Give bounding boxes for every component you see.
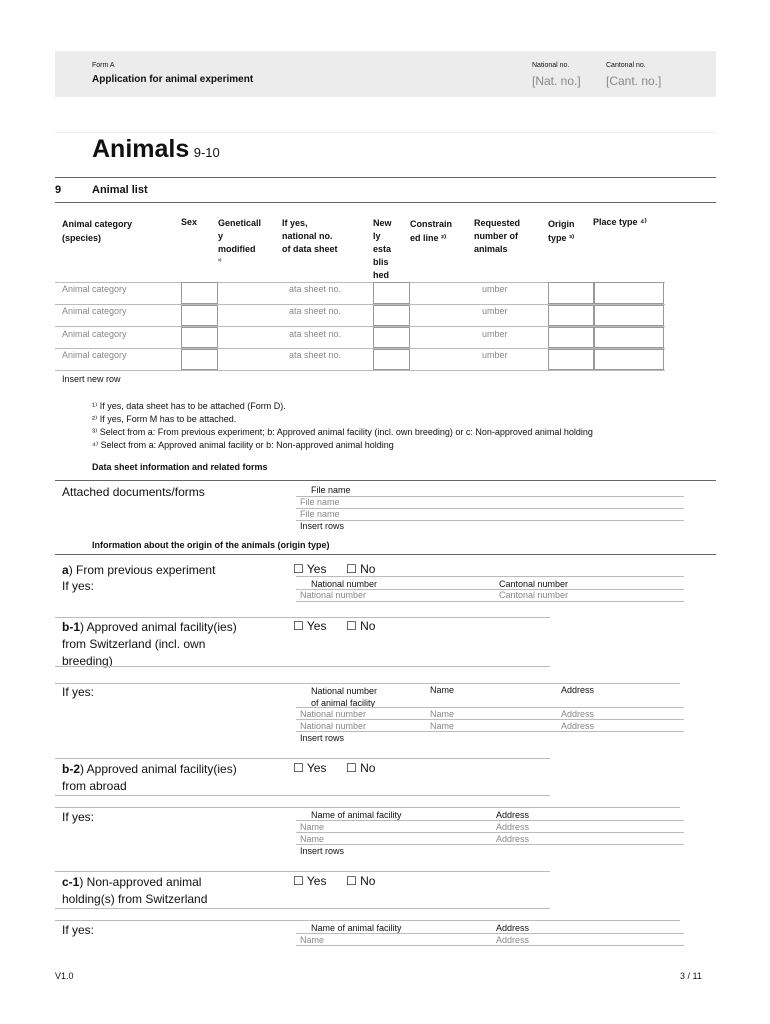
row2-category[interactable]: Animal category xyxy=(62,306,127,316)
origin-c1-yes-checkbox[interactable]: ☐ Yes xyxy=(293,874,327,888)
table-rule xyxy=(55,304,665,305)
row2-place-select[interactable] xyxy=(594,305,664,326)
origin-c1-label: c-1) Non-approved animal holding(s) from Switzerland xyxy=(62,875,208,906)
col-header-sex: Sex xyxy=(181,217,198,227)
origin-b2-insert-rows[interactable]: Insert rows xyxy=(300,846,345,856)
origin-a-cantonal-field[interactable]: Cantonal number xyxy=(499,590,569,600)
section-top-rule xyxy=(55,177,716,178)
origin-b1-row1-name[interactable]: Name xyxy=(430,709,455,719)
footnote-3: ³⁾ Select from a: From previous experiment; b: Approved animal facility (incl. own breeding) or c: Non-approved animal holding xyxy=(92,427,593,437)
field-rule xyxy=(55,807,680,808)
origin-a-national-field[interactable]: National number xyxy=(300,590,367,600)
field-rule xyxy=(296,496,684,497)
field-rule xyxy=(55,871,550,872)
field-rule xyxy=(55,920,680,921)
origin-b1-insert-rows[interactable]: Insert rows xyxy=(300,733,345,743)
origin-c1-row1-address[interactable]: Address xyxy=(496,935,530,945)
insert-rows-link[interactable]: Insert rows xyxy=(300,521,345,531)
field-rule xyxy=(296,820,684,821)
divider xyxy=(55,132,716,133)
row2-origin-select[interactable] xyxy=(548,305,594,326)
field-rule xyxy=(296,601,684,602)
field-rule xyxy=(296,832,684,833)
field-rule xyxy=(296,707,684,708)
origin-a-col-national: National number xyxy=(311,579,378,589)
origin-b2-row1-address[interactable]: Address xyxy=(496,822,530,832)
table-rule xyxy=(55,348,665,349)
section-rule xyxy=(55,480,716,481)
origin-b2-yes-checkbox[interactable]: ☐ Yes xyxy=(293,761,327,775)
section-number: 9 xyxy=(55,184,62,196)
origin-heading: Information about the origin of the animals (origin type) xyxy=(92,540,330,550)
row1-place-select[interactable] xyxy=(594,282,664,304)
origin-b2-label: b-2) Approved animal facility(ies) from abroad xyxy=(62,762,237,793)
row2-number[interactable]: umber xyxy=(482,306,508,316)
field-rule xyxy=(55,908,550,909)
origin-b2-no-checkbox[interactable]: ☐ No xyxy=(346,761,376,775)
origin-b2-row2-name[interactable]: Name xyxy=(300,834,325,844)
field-rule xyxy=(296,731,684,732)
origin-b1-row2-name[interactable]: Name xyxy=(430,721,455,731)
origin-c1-col-name: Name of animal facility xyxy=(311,923,402,933)
national-no-field[interactable]: [Nat. no.] xyxy=(532,74,581,88)
origin-a-yes-checkbox[interactable]: ☐ Yes xyxy=(293,562,327,576)
row2-newly-select[interactable] xyxy=(373,305,410,326)
origin-b1-col-address: Address xyxy=(561,685,595,695)
page-title-sub: 9-10 xyxy=(193,145,220,160)
origin-b1-if-yes: If yes: xyxy=(62,685,95,699)
origin-b1-col-name: Name xyxy=(430,685,455,695)
row4-datasheet[interactable]: ata sheet no. xyxy=(289,350,342,360)
row4-place-select[interactable] xyxy=(594,349,664,370)
origin-a-label: a) From previous experiment xyxy=(62,563,216,577)
row3-category[interactable]: Animal category xyxy=(62,329,127,339)
page-title-main: Animals xyxy=(92,135,190,163)
field-rule xyxy=(296,576,684,577)
footer-version: V1.0 xyxy=(55,971,74,981)
row1-newly-select[interactable] xyxy=(373,282,410,304)
cantonal-no-field[interactable]: [Cant. no.] xyxy=(606,74,662,88)
origin-a-col-cantonal: Cantonal number xyxy=(499,579,569,589)
field-rule xyxy=(296,945,684,946)
field-rule xyxy=(55,617,550,618)
row4-sex-select[interactable] xyxy=(181,349,218,370)
footnote-1: ¹⁾ If yes, data sheet has to be attached (Form D). xyxy=(92,401,286,411)
page-title xyxy=(92,135,220,164)
origin-b1-row2-address[interactable]: Address xyxy=(561,721,595,731)
row3-number[interactable]: umber xyxy=(482,329,508,339)
field-rule xyxy=(55,758,550,759)
row3-origin-select[interactable] xyxy=(548,327,594,348)
col-header-datasheet: If yes, national no. of data sheet xyxy=(282,218,338,254)
row4-category[interactable]: Animal category xyxy=(62,350,127,360)
form-label: Form A xyxy=(92,62,115,69)
origin-b2-if-yes: If yes: xyxy=(62,810,95,824)
origin-b1-label: b-1) Approved animal facility(ies) from Switzerland (incl. own breeding) xyxy=(62,620,237,668)
field-rule xyxy=(296,844,684,845)
field-rule xyxy=(55,666,550,667)
col-header-category: Animal category (species) xyxy=(62,219,133,243)
filename-col-header: File name xyxy=(311,485,351,495)
col-header-requested: Requested number of animals xyxy=(474,218,521,254)
row2-datasheet[interactable]: ata sheet no. xyxy=(289,306,342,316)
row3-datasheet[interactable]: ata sheet no. xyxy=(289,329,342,339)
origin-b1-row1-address[interactable]: Address xyxy=(561,709,595,719)
row1-origin-select[interactable] xyxy=(548,282,594,304)
origin-b2-col-address: Address xyxy=(496,810,530,820)
origin-b1-yes-checkbox[interactable]: ☐ Yes xyxy=(293,619,327,633)
row2-sex-select[interactable] xyxy=(181,305,218,326)
filename-field-1[interactable]: File name xyxy=(300,497,340,507)
section-bottom-rule xyxy=(55,202,716,203)
col-header-place: Place type ⁴⁾ xyxy=(593,217,647,227)
field-rule xyxy=(296,719,684,720)
row1-sex-select[interactable] xyxy=(181,282,218,304)
origin-c1-col-address: Address xyxy=(496,923,530,933)
origin-c1-no-checkbox[interactable]: ☐ No xyxy=(346,874,376,888)
row4-number[interactable]: umber xyxy=(482,350,508,360)
origin-b2-row1-name[interactable]: Name xyxy=(300,822,325,832)
row4-newly-select[interactable] xyxy=(373,349,410,370)
attached-docs-label: Attached documents/forms xyxy=(62,485,205,499)
section-rule xyxy=(55,554,716,555)
row1-datasheet[interactable]: ata sheet no. xyxy=(289,284,342,294)
col-header-newly: New ly esta blis hed xyxy=(373,218,392,280)
row3-newly-select[interactable] xyxy=(373,327,410,348)
col-header-gm: Geneticall y modified ¹⁾ xyxy=(218,218,262,265)
field-rule xyxy=(55,795,550,796)
origin-b2-row2-address[interactable]: Address xyxy=(496,834,530,844)
row1-category[interactable]: Animal category xyxy=(62,284,127,294)
insert-new-row-link[interactable]: Insert new row xyxy=(62,374,121,384)
field-rule xyxy=(296,933,684,934)
footer-page-number: 3 / 11 xyxy=(680,971,702,981)
origin-c1-row1-name[interactable]: Name xyxy=(300,935,325,945)
row3-sex-select[interactable] xyxy=(181,327,218,348)
origin-b2-col-name: Name of animal facility xyxy=(311,810,402,820)
footnote-4: ⁴⁾ Select from a: Approved animal facility or b: Non-approved animal holding xyxy=(92,440,394,450)
col-header-constrained: Constrain ed line ²⁾ xyxy=(410,219,453,243)
origin-b1-row1-national[interactable]: National number xyxy=(300,709,367,719)
table-rule xyxy=(55,326,665,327)
form-title: Application for animal experiment xyxy=(92,74,254,85)
origin-b1-col-national: National number of animal facility xyxy=(311,686,378,708)
row1-number[interactable]: umber xyxy=(482,284,508,294)
datasheet-heading: Data sheet information and related forms xyxy=(92,462,268,472)
footnote-2: ²⁾ If yes, Form M has to be attached. xyxy=(92,414,237,424)
field-rule xyxy=(296,508,684,509)
origin-b1-no-checkbox[interactable]: ☐ No xyxy=(346,619,376,633)
origin-a-no-checkbox[interactable]: ☐ No xyxy=(346,562,376,576)
field-rule xyxy=(55,683,680,684)
row3-place-select[interactable] xyxy=(594,327,664,348)
origin-b1-row2-national[interactable]: National number xyxy=(300,721,367,731)
origin-c1-if-yes: If yes: xyxy=(62,923,95,937)
field-rule xyxy=(296,520,684,521)
filename-field-2[interactable]: File name xyxy=(300,509,340,519)
col-header-origin: Origin type ³⁾ xyxy=(548,219,575,243)
table-rule xyxy=(55,370,665,371)
national-no-label: National no. xyxy=(532,62,570,69)
cantonal-no-label: Cantonal no. xyxy=(606,62,646,69)
origin-a-if-yes: If yes: xyxy=(62,579,95,593)
row4-origin-select[interactable] xyxy=(548,349,594,370)
section-title: Animal list xyxy=(92,184,148,196)
